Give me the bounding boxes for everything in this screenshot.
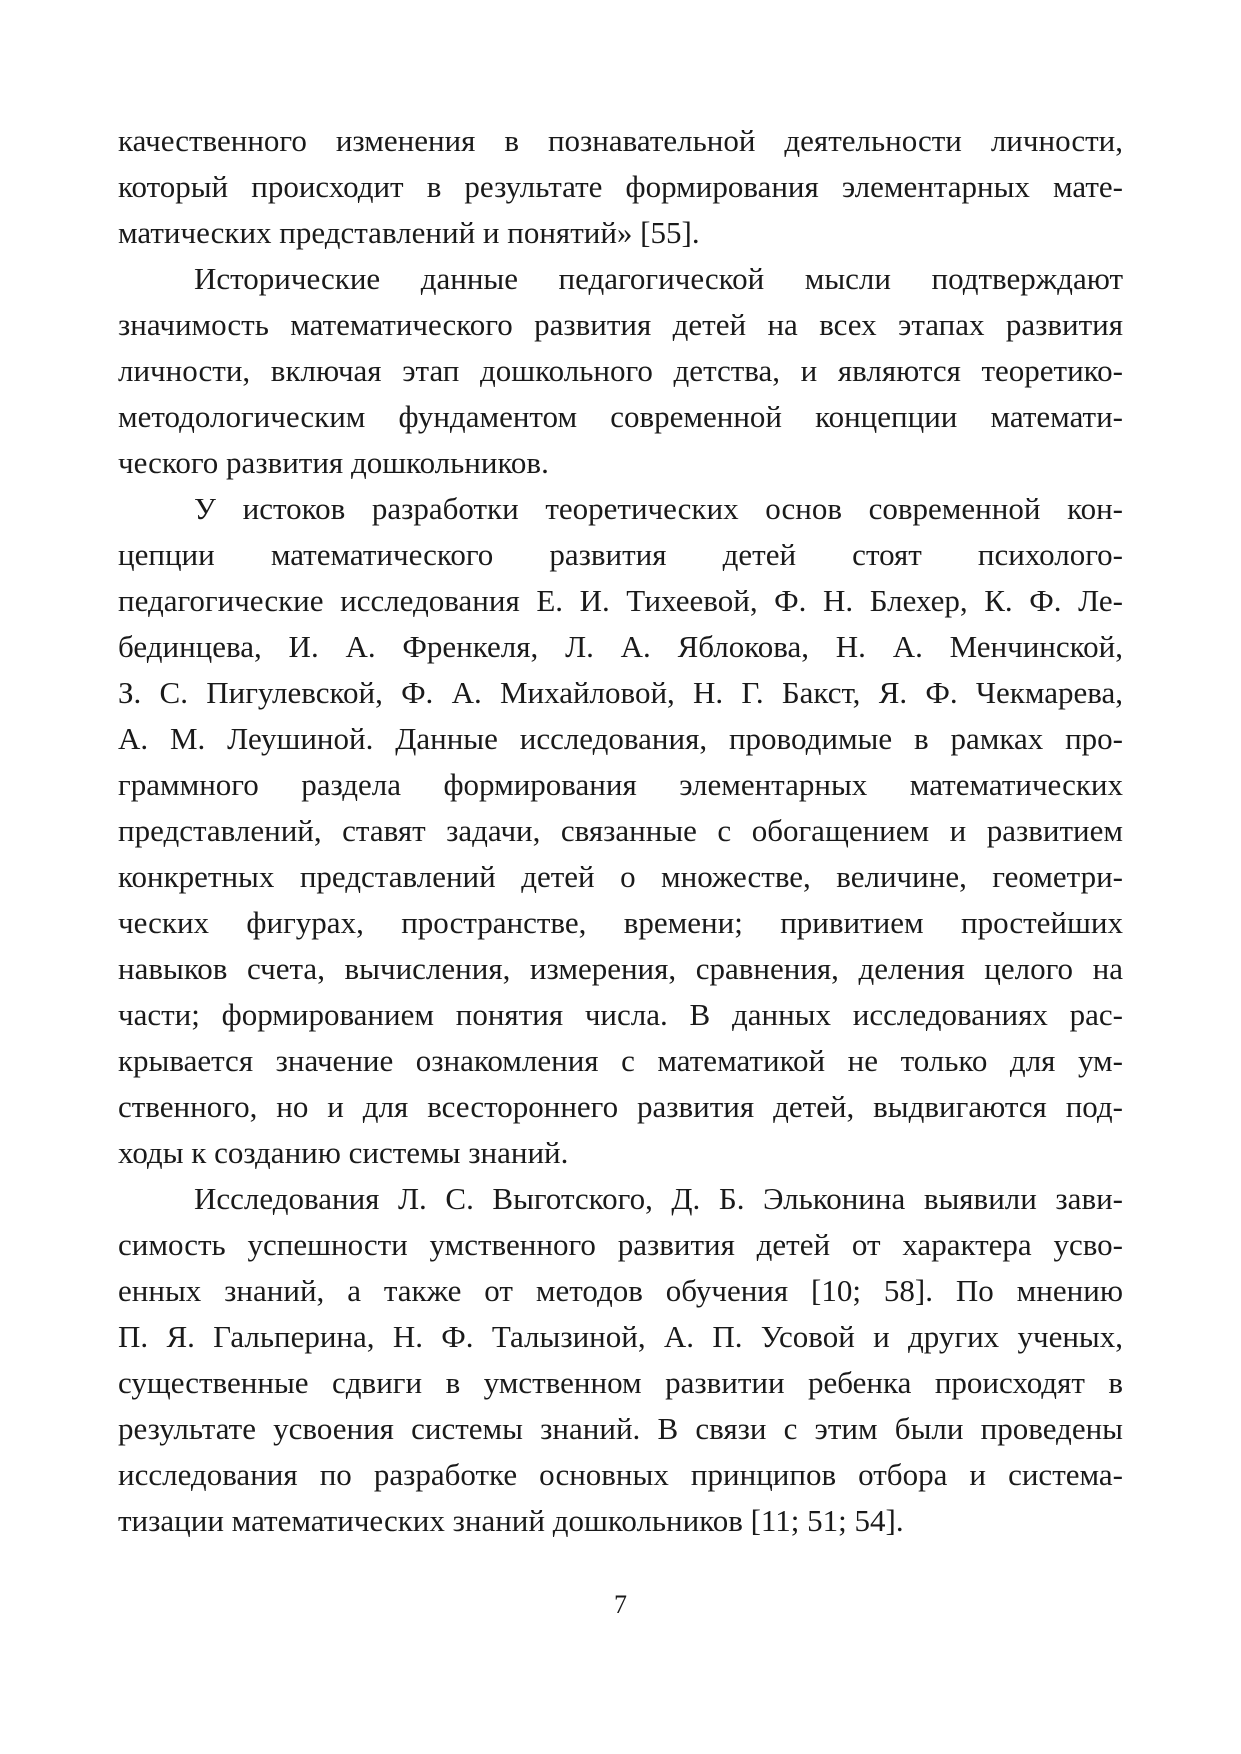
text-line: енных знаний, а также от методов обучения [10; 58]. По мнению: [118, 1273, 1123, 1308]
text-line: ственного, но и для всестороннего развития детей, выдвигаются под-: [118, 1089, 1123, 1124]
text-line: конкретных представлений детей о множестве, величине, геометри-: [118, 859, 1123, 894]
text-line: цепции математического развития детей стоят психолого-: [118, 537, 1123, 572]
text-line: бединцева, И. А. Френкеля, Л. А. Яблокова, Н. А. Менчинской,: [118, 629, 1123, 664]
text-line: качественного изменения в познавательной деятельности личности,: [118, 123, 1123, 158]
text-line: матических представлений и понятий» [55].: [118, 215, 700, 250]
text-line: крывается значение ознакомления с математикой не только для ум-: [118, 1043, 1123, 1078]
text-line: А. М. Леушиной. Данные исследования, проводимые в рамках про-: [118, 721, 1123, 756]
text-line: педагогические исследования Е. И. Тихеевой, Ф. Н. Блехер, К. Ф. Ле-: [118, 583, 1123, 618]
text-line: личности, включая этап дошкольного детства, и являются теоретико-: [118, 353, 1123, 388]
text-line: исследования по разработке основных принципов отбора и система-: [118, 1457, 1123, 1492]
text-line: граммного раздела формирования элементарных математических: [118, 767, 1123, 802]
text-line: ческих фигурах, пространстве, времени; привитием простейших: [118, 905, 1123, 940]
text-line: навыков счета, вычисления, измерения, сравнения, деления целого на: [118, 951, 1123, 986]
text-line: представлений, ставят задачи, связанные с обогащением и развитием: [118, 813, 1123, 848]
text-line: существенные сдвиги в умственном развитии ребенка происходят в: [118, 1365, 1123, 1400]
text-line: методологическим фундаментом современной концепции математи-: [118, 399, 1123, 434]
body-text: [118, 118, 1123, 1544]
text-line: П. Я. Гальперина, Н. Ф. Талызиной, А. П. Усовой и других ученых,: [118, 1319, 1123, 1354]
text-line: который происходит в результате формирования элементарных мате-: [118, 169, 1123, 204]
text-line: У истоков разработки теоретических основ современной кон-: [194, 491, 1123, 526]
text-line: симость успешности умственного развития детей от характера усво-: [118, 1227, 1123, 1262]
text-line: части; формированием понятия числа. В данных исследованиях рас-: [118, 997, 1123, 1032]
text-line: значимость математического развития детей на всех этапах развития: [118, 307, 1123, 342]
text-line: результате усвоения системы знаний. В связи с этим были проведены: [118, 1411, 1123, 1446]
text-line: ческого развития дошкольников.: [118, 445, 549, 480]
text-line: ходы к созданию системы знаний.: [118, 1135, 569, 1170]
text-line: Исследования Л. С. Выготского, Д. Б. Эльконина выявили зави-: [194, 1181, 1123, 1216]
text-line: тизации математических знаний дошкольников [11; 51; 54].: [118, 1503, 904, 1538]
text-line: З. С. Пигулевской, Ф. А. Михайловой, Н. Г. Бакст, Я. Ф. Чекмарева,: [118, 675, 1123, 710]
text-line: Исторические данные педагогической мысли подтверждают: [194, 261, 1123, 296]
page-number: 7: [614, 1590, 627, 1619]
